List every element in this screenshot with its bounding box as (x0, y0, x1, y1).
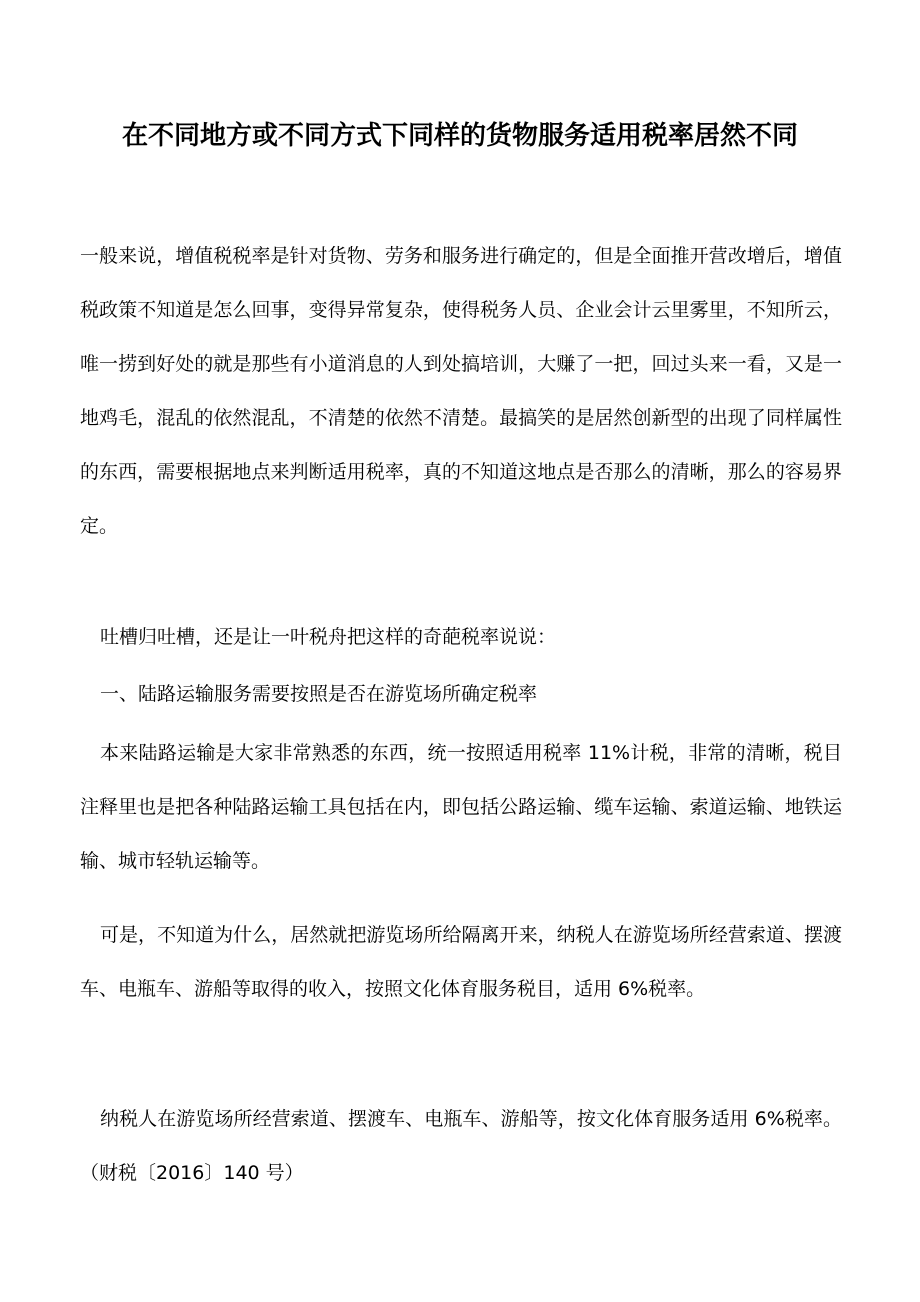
paragraph-land-transport-rate: 本来陆路运输是大家非常熟悉的东西，统一按照适用税率 11%计税，非常的清晰，税目注释里也是把各种陆路运输工具包括在内，即包括公路运输、缆车运输、索道运输、地铁运输、城市轻轨运输等。 (80, 742, 842, 872)
section-heading-land-transport: 一、陆路运输服务需要按照是否在游览场所确定税率 (100, 683, 538, 705)
paragraph-regulation-citation: 纳税人在游览场所经营索道、摆渡车、电瓶车、游船等，按文化体育服务适用 6%税率。（财税〔2016〕140 号） (80, 1108, 842, 1184)
paragraph-intro: 一般来说，增值税税率是针对货物、劳务和服务进行确定的，但是全面推开营改增后，增值税政策不知道是怎么回事，变得异常复杂，使得税务人员、企业会计云里雾里，不知所云，唯一捞到好处的就是那些有小道消息的人到处搞培训，大赚了一把，回过头来一看，又是一地鸡毛，混乱的依然混乱，不清楚的依然不清楚。最搞笑的是居然创新型的出现了同样属性的东西，需要根据地点来判断适用税率，真的不知道这地点是否那么的清晰，那么的容易界定。 (80, 245, 842, 537)
paragraph-complaint: 吐槽归吐槽，还是让一叶税舟把这样的奇葩税率说说： (100, 626, 557, 648)
paragraph-tourist-sites: 可是，不知道为什么，居然就把游览场所给隔离开来，纳税人在游览场所经营索道、摆渡车、电瓶车、游船等取得的收入，按照文化体育服务税目，适用 6%税率。 (80, 924, 842, 1000)
document-title: 在不同地方或不同方式下同样的货物服务适用税率居然不同 (121, 121, 798, 151)
